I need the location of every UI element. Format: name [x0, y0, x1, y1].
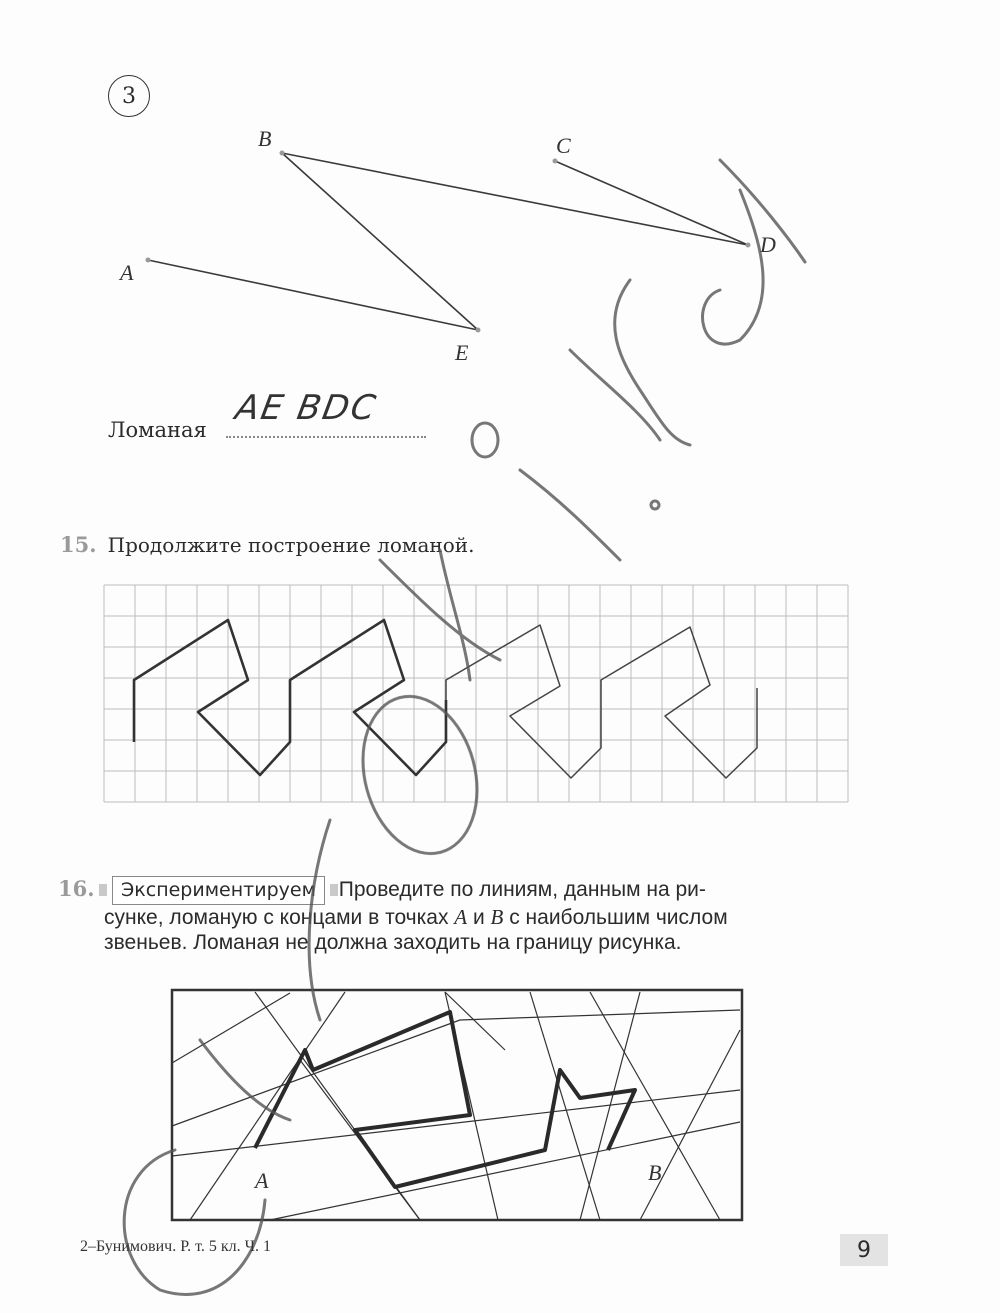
- handwritten-answer: AE BDC: [232, 388, 381, 428]
- point-label-D: D: [760, 232, 776, 257]
- page-number: [840, 1234, 888, 1266]
- text-line-1: Проведите по линиям, данным на ри-: [338, 878, 706, 901]
- answer-label: Ломаная: [108, 418, 207, 442]
- text-line-3: звеньев. Ломаная не должна заходить на границу рисунка.: [104, 931, 682, 954]
- point-b-ref: B: [490, 905, 504, 929]
- page-number-text: 9: [857, 1237, 871, 1263]
- exercise-number: 16.: [58, 876, 95, 901]
- figure-point-b: B: [648, 1160, 662, 1185]
- point-label-B: B: [258, 126, 272, 151]
- exercise-number: 15.: [60, 532, 97, 557]
- point-label-C: C: [556, 133, 571, 158]
- experiment-tag: Экспериментируем: [112, 876, 325, 905]
- book-footer: 2–Бунимович. Р. т. 5 кл. Ч. 1: [80, 1238, 272, 1255]
- task-marker-number: 3: [122, 83, 136, 109]
- point-a-ref: A: [454, 905, 468, 929]
- exercise-instruction: Продолжите построение ломаной.: [107, 533, 475, 557]
- point-label-E: E: [455, 340, 469, 365]
- text-line-2a: сунке, ломаную с концами в точках: [104, 906, 449, 929]
- conjunction: и: [472, 906, 485, 929]
- point-label-A: A: [120, 260, 134, 285]
- text-line-2b: с наибольшим числом: [509, 906, 728, 929]
- figure-point-a: A: [255, 1168, 269, 1193]
